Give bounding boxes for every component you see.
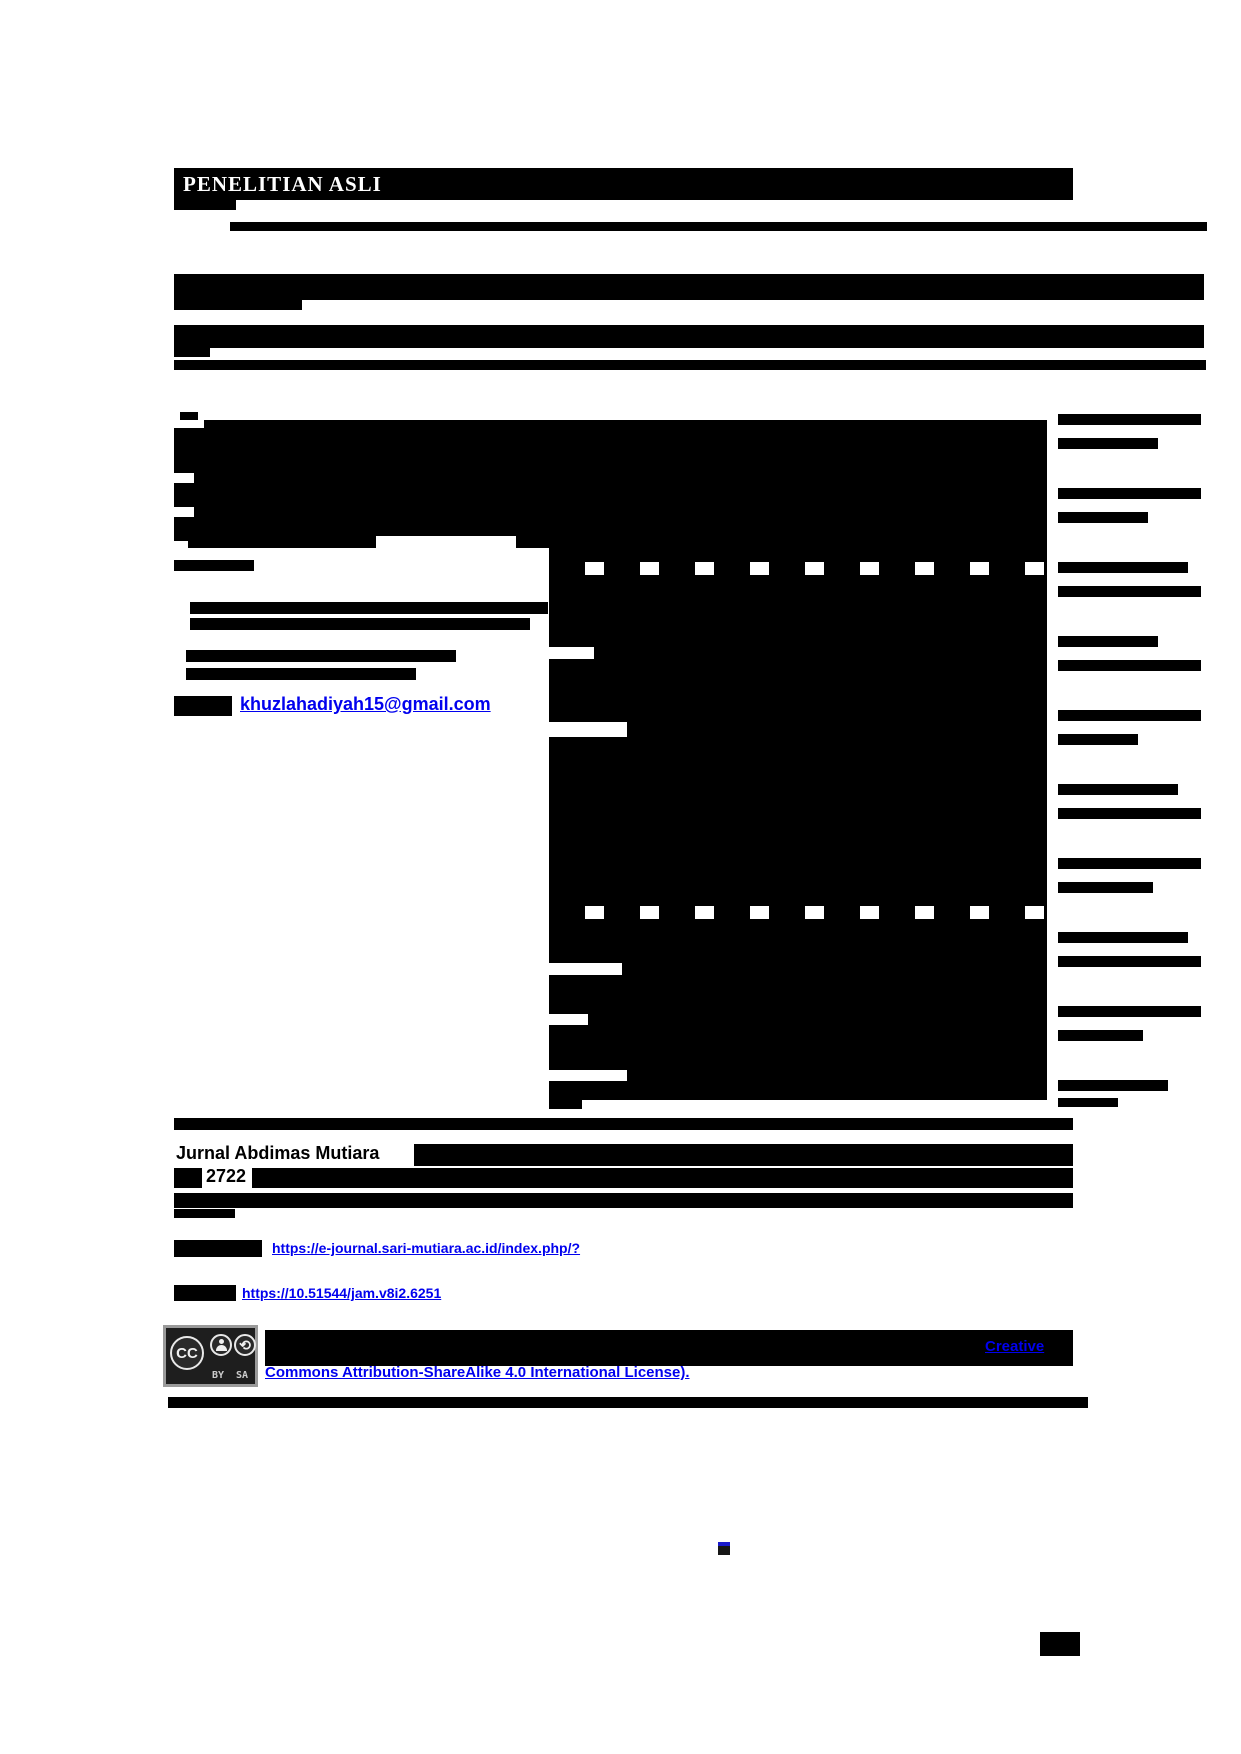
journal-name: Jurnal Abdimas Mutiara xyxy=(176,1143,380,1163)
redacted-text-block xyxy=(1058,882,1153,893)
redacted-text-block xyxy=(1058,414,1201,425)
redacted-text-block xyxy=(549,647,594,659)
redacted-text-block xyxy=(549,906,1047,919)
redacted-text-block xyxy=(1058,660,1201,671)
cc-by-label: BY xyxy=(212,1370,225,1381)
redacted-text-block xyxy=(190,618,530,630)
redacted-text-block xyxy=(174,200,236,210)
email-link[interactable]: khuzlahadiyah15@gmail.com xyxy=(240,694,491,714)
redacted-text-block xyxy=(252,1168,1073,1188)
cc-by-sa-badge-icon[interactable] xyxy=(163,1325,258,1387)
redacted-text-block xyxy=(549,548,1047,562)
redacted-text-block xyxy=(1058,636,1158,647)
redacted-text-block xyxy=(1058,488,1201,499)
redacted-text-block xyxy=(174,1240,262,1257)
redacted-text-block xyxy=(1058,932,1188,943)
redacted-text-block xyxy=(1058,734,1138,745)
doi-link[interactable]: https://10.51544/jam.v8i2.6251 xyxy=(242,1285,442,1301)
redacted-text-block xyxy=(265,1330,1073,1366)
redacted-text-block xyxy=(174,1168,202,1188)
redacted-text-block xyxy=(1058,1030,1143,1041)
redacted-text-block xyxy=(174,420,204,428)
redacted-text-block xyxy=(549,562,1047,575)
journal-website-link[interactable]: https://e-journal.sari-mutiara.ac.id/index.php/? xyxy=(272,1240,581,1256)
redacted-text-block xyxy=(174,420,1047,548)
cc-logo-text: CC xyxy=(176,1344,198,1362)
redacted-text-block xyxy=(1058,784,1178,795)
redacted-text-block xyxy=(582,1100,1047,1110)
issn-number-fragment: 2722 xyxy=(206,1166,247,1186)
redacted-text-block xyxy=(549,575,1047,906)
redacted-text-block xyxy=(1058,710,1201,721)
redacted-text-block xyxy=(1040,1632,1080,1656)
redacted-text-block xyxy=(190,602,548,614)
redacted-text-block xyxy=(174,696,232,716)
redacted-text-block xyxy=(174,1193,1073,1208)
redacted-text-block xyxy=(376,536,516,548)
redacted-text-block xyxy=(1058,512,1148,523)
redacted-text-block xyxy=(174,1285,236,1301)
redacted-text-block xyxy=(186,650,456,662)
redacted-text-block xyxy=(549,1070,627,1081)
cc-by-person-icon xyxy=(210,1334,232,1356)
section-header-band xyxy=(174,168,1073,200)
redacted-text-block xyxy=(1058,858,1201,869)
redacted-text-block xyxy=(174,1209,235,1218)
redacted-text-block xyxy=(1058,1080,1168,1091)
redacted-text-block xyxy=(1058,956,1201,967)
section-header-label: PENELITIAN ASLI xyxy=(183,171,382,196)
redacted-text-block xyxy=(174,560,254,571)
redacted-text-block xyxy=(174,348,210,357)
person-glyph xyxy=(216,1339,227,1351)
redacted-text-block xyxy=(549,1014,588,1025)
redacted-text-block xyxy=(549,963,622,975)
cc-license-link[interactable]: Commons Attribution-ShareAlike 4.0 International License). xyxy=(265,1364,690,1381)
redacted-text-block xyxy=(1058,562,1188,573)
redacted-text-block xyxy=(1058,1006,1201,1017)
redacted-text-block xyxy=(174,325,1204,348)
redacted-text-block xyxy=(186,668,416,680)
redacted-text-block xyxy=(174,274,1204,300)
cc-logo-icon xyxy=(170,1336,204,1370)
redacted-text-block xyxy=(174,541,188,548)
redacted-text-block xyxy=(174,473,194,483)
redacted-text-block xyxy=(1058,438,1158,449)
redacted-text-block xyxy=(1058,586,1201,597)
redacted-text-block xyxy=(230,222,1207,231)
redacted-text-block xyxy=(414,1144,1073,1166)
redacted-text-block xyxy=(1058,808,1201,819)
cc-license-link-fragment[interactable]: Creative xyxy=(985,1338,1045,1355)
cc-sa-label: SA xyxy=(236,1370,249,1381)
redacted-text-block xyxy=(549,722,627,737)
redacted-text-block xyxy=(174,1118,1073,1130)
redacted-text-block xyxy=(1058,1098,1118,1107)
redacted-text-block xyxy=(168,1397,1088,1408)
redacted-text-block xyxy=(174,360,1206,370)
redacted-text-block xyxy=(174,300,302,310)
cc-sa-arrow-icon: ⟲ xyxy=(234,1334,256,1356)
small-artifact-mark xyxy=(718,1542,730,1555)
redacted-text-block xyxy=(174,507,194,517)
